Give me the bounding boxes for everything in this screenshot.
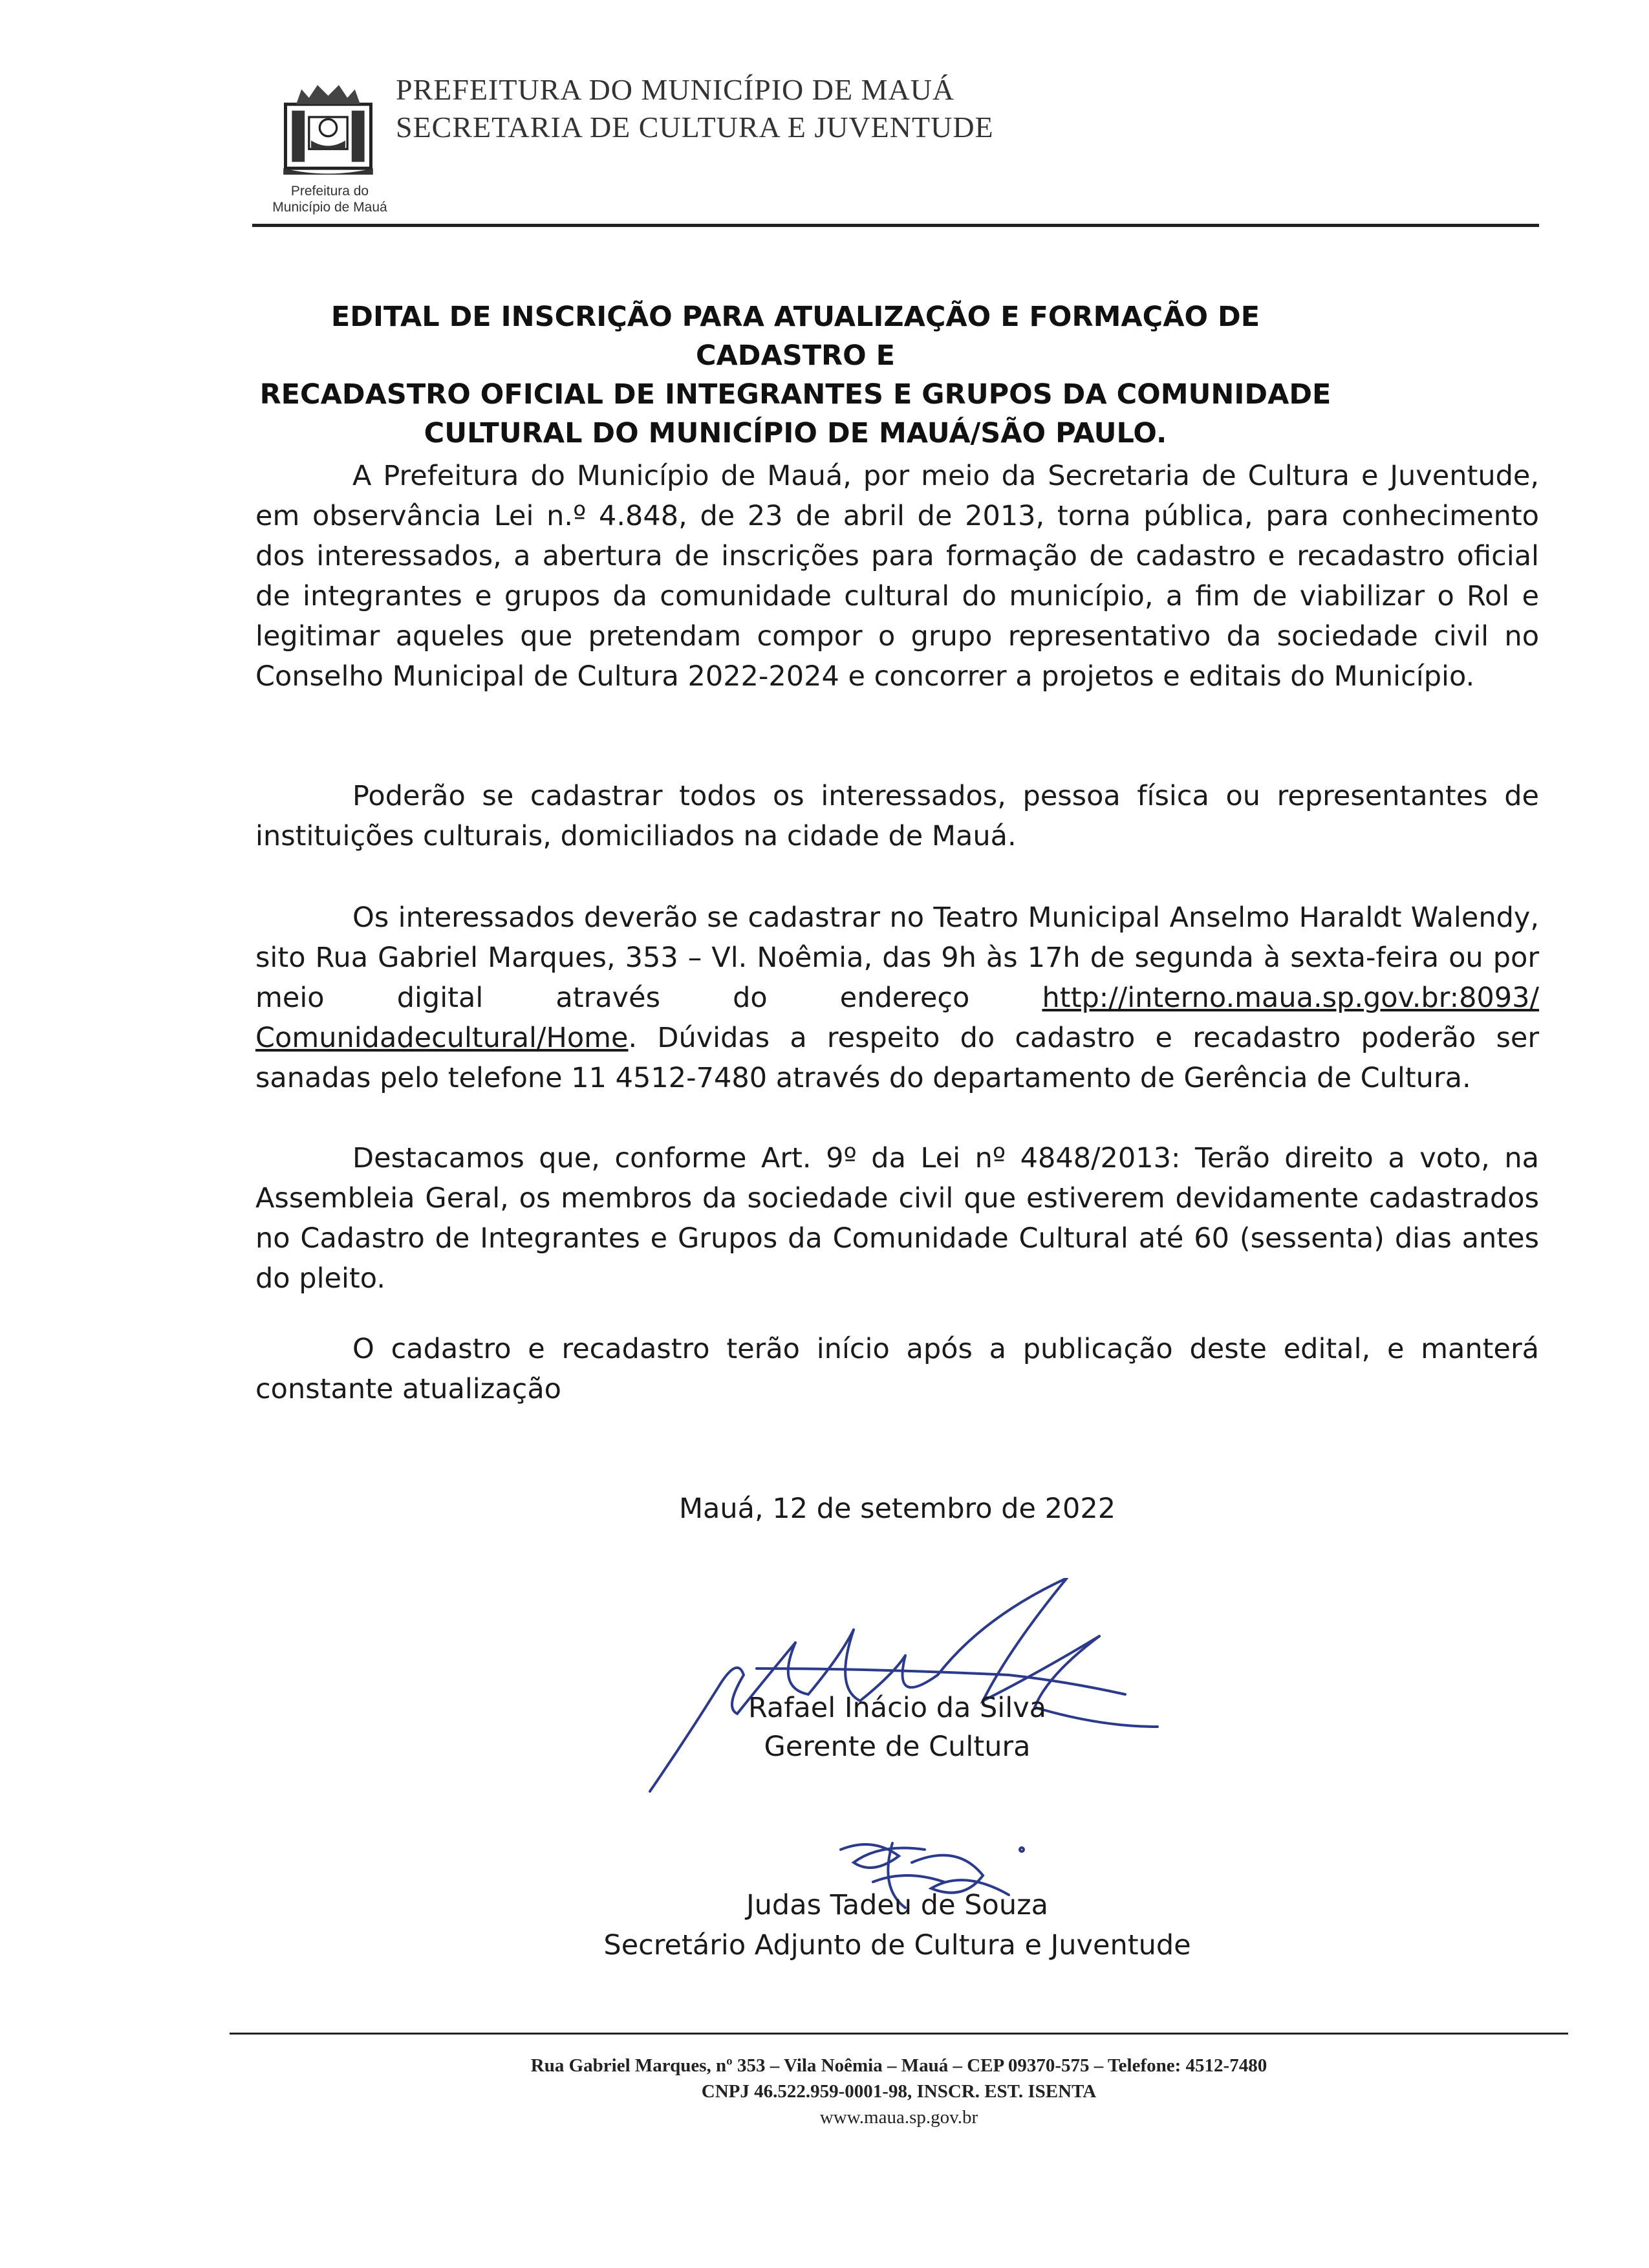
header-divider bbox=[252, 224, 1539, 227]
signer-2-role: Secretário Adjunto de Cultura e Juventude bbox=[603, 1929, 1191, 1961]
header-secretariat: SECRETARIA DE CULTURA E JUVENTUDE bbox=[396, 111, 994, 144]
crest-caption-line1: Prefeitura do bbox=[290, 184, 369, 199]
document-title bbox=[246, 297, 1345, 453]
registration-link[interactable]: http://interno.maua.sp.gov.br:8093/ Comunidadecultural/Home bbox=[255, 982, 1539, 1054]
footer-divider bbox=[230, 2033, 1568, 2035]
footer-cnpj: CNPJ 46.522.959-0001-98, INSCR. EST. ISENTA bbox=[701, 2081, 1097, 2102]
signer-1-role: Gerente de Cultura bbox=[764, 1731, 1031, 1763]
footer-address: Rua Gabriel Marques, nº 353 – Vila Noêmia – Mauá – CEP 09370-575 – Telefone: 4512-7480 bbox=[530, 2055, 1267, 2076]
paragraph-eligibility: Poderão se cadastrar todos os interessados, pessoa física ou representantes de instituições culturais, domiciliados na cidade de Mauá. bbox=[255, 780, 1539, 852]
crest-caption bbox=[246, 183, 414, 215]
signer-2-name: Judas Tadeu de Souza bbox=[746, 1889, 1049, 1921]
document-date: Mauá, 12 de setembro de 2022 bbox=[678, 1493, 1116, 1525]
signer-1-name: Rafael Inácio da Silva bbox=[748, 1692, 1046, 1724]
title-line-3: CULTURAL DO MUNICÍPIO DE MAUÁ/SÃO PAULO. bbox=[424, 417, 1167, 449]
title-line-1: EDITAL DE INSCRIÇÃO PARA ATUALIZAÇÃO E FORMAÇÃO DE CADASTRO E bbox=[330, 301, 1260, 372]
title-line-2: RECADASTRO OFICIAL DE INTEGRANTES E GRUPOS DA COMUNIDADE bbox=[259, 378, 1331, 411]
crest-caption-line2: Município de Mauá bbox=[272, 200, 387, 215]
paragraph-voting-rights: Destacamos que, conforme Art. 9º da Lei nº 4848/2013: Terão direito a voto, na Assembleia Geral, os membros da sociedade civil que estiverem devidamente cadastrados no Cadastro de Integrantes e Grupos da Comunidade Cultural até 60 (sessenta) dias antes do pleito. bbox=[255, 1142, 1539, 1295]
registration-text-after: . Dúvidas a respeito do cadastro e recadastro poderão ser sanadas pelo telefone 11 4512-7480 através do departamento de Gerência de Cultura. bbox=[255, 1022, 1539, 1094]
paragraph-intro: A Prefeitura do Município de Mauá, por meio da Secretaria de Cultura e Juventude, em observância Lei n.º 4.848, de 23 de abril de 2013, torna pública, para conhecimento dos interessados, a abertura de inscrições para formação de cadastro e recadastro oficial de integrantes e grupos da comunidade cultural do município, a fim de viabilizar o Rol e legitimar aqueles que pretendam compor o grupo representativo da sociedade civil no Conselho Municipal de Cultura 2022-2024 e concorrer a projetos e editais do Município. bbox=[255, 460, 1539, 693]
header-municipality: PREFEITURA DO MUNICÍPIO DE MAUÁ bbox=[396, 73, 955, 106]
footer-website[interactable]: www.maua.sp.gov.br bbox=[819, 2107, 978, 2128]
paragraph-start: O cadastro e recadastro terão início após a publicação deste edital, e manterá constante atualização bbox=[255, 1333, 1539, 1405]
registration-text-before: Os interessados deverão se cadastrar no Teatro Municipal Anselmo Haraldt Walendy, sito Rua Gabriel Marques, 353 – Vl. Noêmia, das 9h às 17h de segunda à sexta-feira ou por meio digital através do endereço bbox=[255, 902, 1539, 1014]
paragraph-registration bbox=[255, 898, 1539, 1098]
municipal-crest-logo bbox=[275, 74, 382, 181]
